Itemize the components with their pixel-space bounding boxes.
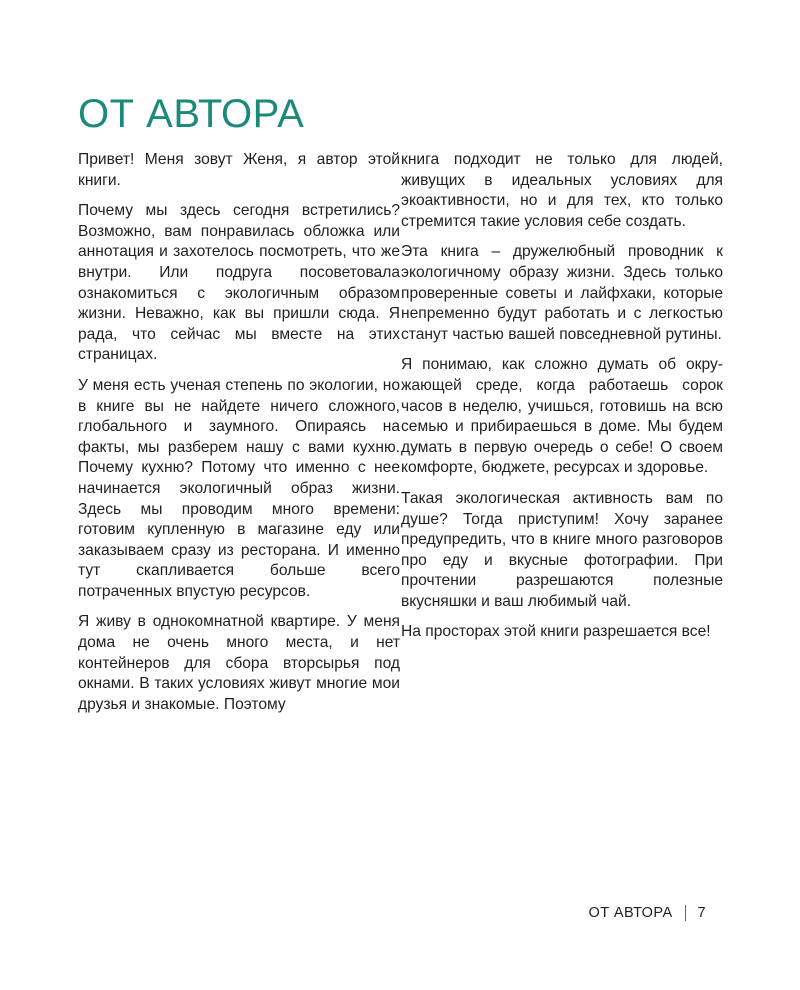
left-text-column: [78, 150, 400, 725]
running-header: ОТ АВТОРА: [588, 905, 673, 921]
paragraph: книга подходит не только для людей, живущих в идеальных условиях для экоактивности, но и для тех, кто только стремится такие условия себе создать.: [401, 151, 723, 230]
paragraph: Привет! Меня зовут Женя, я автор этой книги.: [78, 151, 400, 189]
paragraph: Почему мы здесь сегодня встретились? Возможно, вам понравилась обложка или аннотация и захотелось посмотреть, что же внутри. Или подруга посоветовала ознакомиться с экологичным образом жизни. Неважно, как вы пришли сюда. Я рада, что сейчас мы вместе на этих страницах.: [78, 202, 400, 364]
paragraph: У меня есть ученая степень по экологии, но в книге вы не найдете ничего сложного, глобального и заумного. Опираясь на факты, мы разберем нашу с вами кухню. Почему кухню? Потому что именно с нее начинается экологичный образ жизни. Здесь мы проводим много времени: готовим купленную в магазине еду или заказываем сразу из ресторана. И именно тут скапливается больше всего потраченных впустую ресурсов.: [78, 376, 400, 600]
paragraph: Эта книга – дружелюбный проводник к экологичному образу жизни. Здесь только проверенные советы и лайфхаки, которые непременно будут работать и с легкостью станут частью вашей повседневной рутины.: [401, 243, 723, 343]
paragraph: Я понимаю, как сложно думать об окружающей среде, когда работаешь сорок часов в неделю, учишься, готовишь на всю семью и прибираешься в доме. Мы будем думать в первую очередь о себе! О своем комфорте, бюджете, ресурсах и здоровье.: [401, 356, 723, 477]
page-footer: [589, 905, 706, 921]
right-text-column: [401, 150, 723, 653]
paragraph: Такая экологическая активность вам по душе? Тогда приступим! Хочу заранее предупредить, что в книге много разговоров про еду и вкусные фотографии. При прочтении разрешаются полезные вкусняшки и ваш любимый чай.: [401, 489, 723, 610]
paragraph: На просторах этой книги разрешается все!: [401, 623, 711, 641]
page-number: 7: [697, 905, 706, 921]
paragraph: Я живу в однокомнатной квартире. У меня дома не очень много места, и нет контейнеров для сбора вторсырья под окнами. В таких условиях живут многие мои друзья и знакомые. Поэтому: [78, 613, 400, 713]
page-title: ОТ АВТОРА: [78, 92, 305, 136]
footer-divider: [685, 905, 686, 921]
